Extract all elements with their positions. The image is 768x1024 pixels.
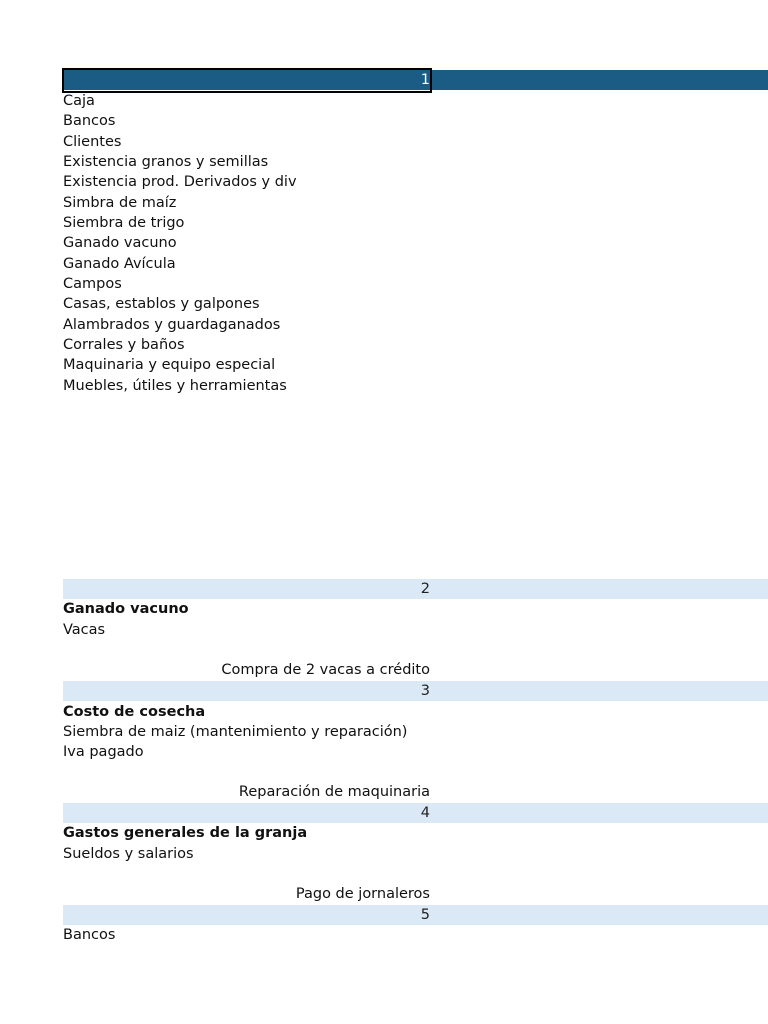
account-row[interactable]: Campos — [63, 276, 122, 292]
account-row[interactable]: Ganado vacuno — [63, 235, 177, 251]
account-row[interactable]: Caja — [63, 93, 95, 109]
entry-number[interactable]: 5 — [420, 907, 430, 923]
entry-band-3[interactable] — [63, 681, 768, 701]
account-row[interactable]: Alambrados y guardaganados — [63, 317, 281, 333]
entry-account[interactable]: Ganado vacuno — [63, 601, 189, 617]
account-row[interactable]: Bancos — [63, 113, 116, 129]
entry-band-4[interactable] — [63, 803, 768, 823]
entry-line[interactable]: Vacas — [63, 622, 106, 638]
entry-number[interactable]: 4 — [420, 805, 430, 821]
account-row[interactable]: Casas, establos y galpones — [63, 296, 260, 312]
entry-account[interactable]: Gastos generales de la granja — [63, 825, 308, 841]
account-row[interactable]: Corrales y baños — [63, 337, 185, 353]
account-row[interactable]: Simbra de maíz — [63, 195, 177, 211]
account-row[interactable]: Siembra de trigo — [63, 215, 185, 231]
entry-band-5[interactable] — [63, 905, 768, 925]
account-row[interactable]: Existencia prod. Derivados y div — [63, 174, 297, 190]
entry-line[interactable]: Siembra de maiz (mantenimiento y reparación) — [63, 724, 408, 740]
account-row[interactable]: Muebles, útiles y herramientas — [63, 378, 287, 394]
entry-number[interactable]: 3 — [420, 683, 430, 699]
entry-line[interactable]: Sueldos y salarios — [63, 846, 194, 862]
entry-band-2[interactable] — [63, 579, 768, 599]
account-row[interactable]: Clientes — [63, 134, 122, 150]
entry-account[interactable]: Costo de cosecha — [63, 704, 206, 720]
selected-cell — [62, 68, 432, 93]
entry-description[interactable]: Reparación de maquinaria — [238, 784, 430, 800]
account-row[interactable]: Existencia granos y semillas — [63, 154, 269, 170]
entry-number[interactable]: 1 — [420, 72, 430, 88]
entry-line[interactable]: Bancos — [63, 927, 116, 943]
entry-line[interactable]: Iva pagado — [63, 744, 144, 760]
entry-number[interactable]: 2 — [420, 581, 430, 597]
account-row[interactable]: Maquinaria y equipo especial — [63, 357, 276, 373]
entry-description[interactable]: Pago de jornaleros — [295, 886, 430, 902]
account-row[interactable]: Ganado Avícula — [63, 256, 176, 272]
entry-description[interactable]: Compra de 2 vacas a crédito — [221, 662, 430, 678]
